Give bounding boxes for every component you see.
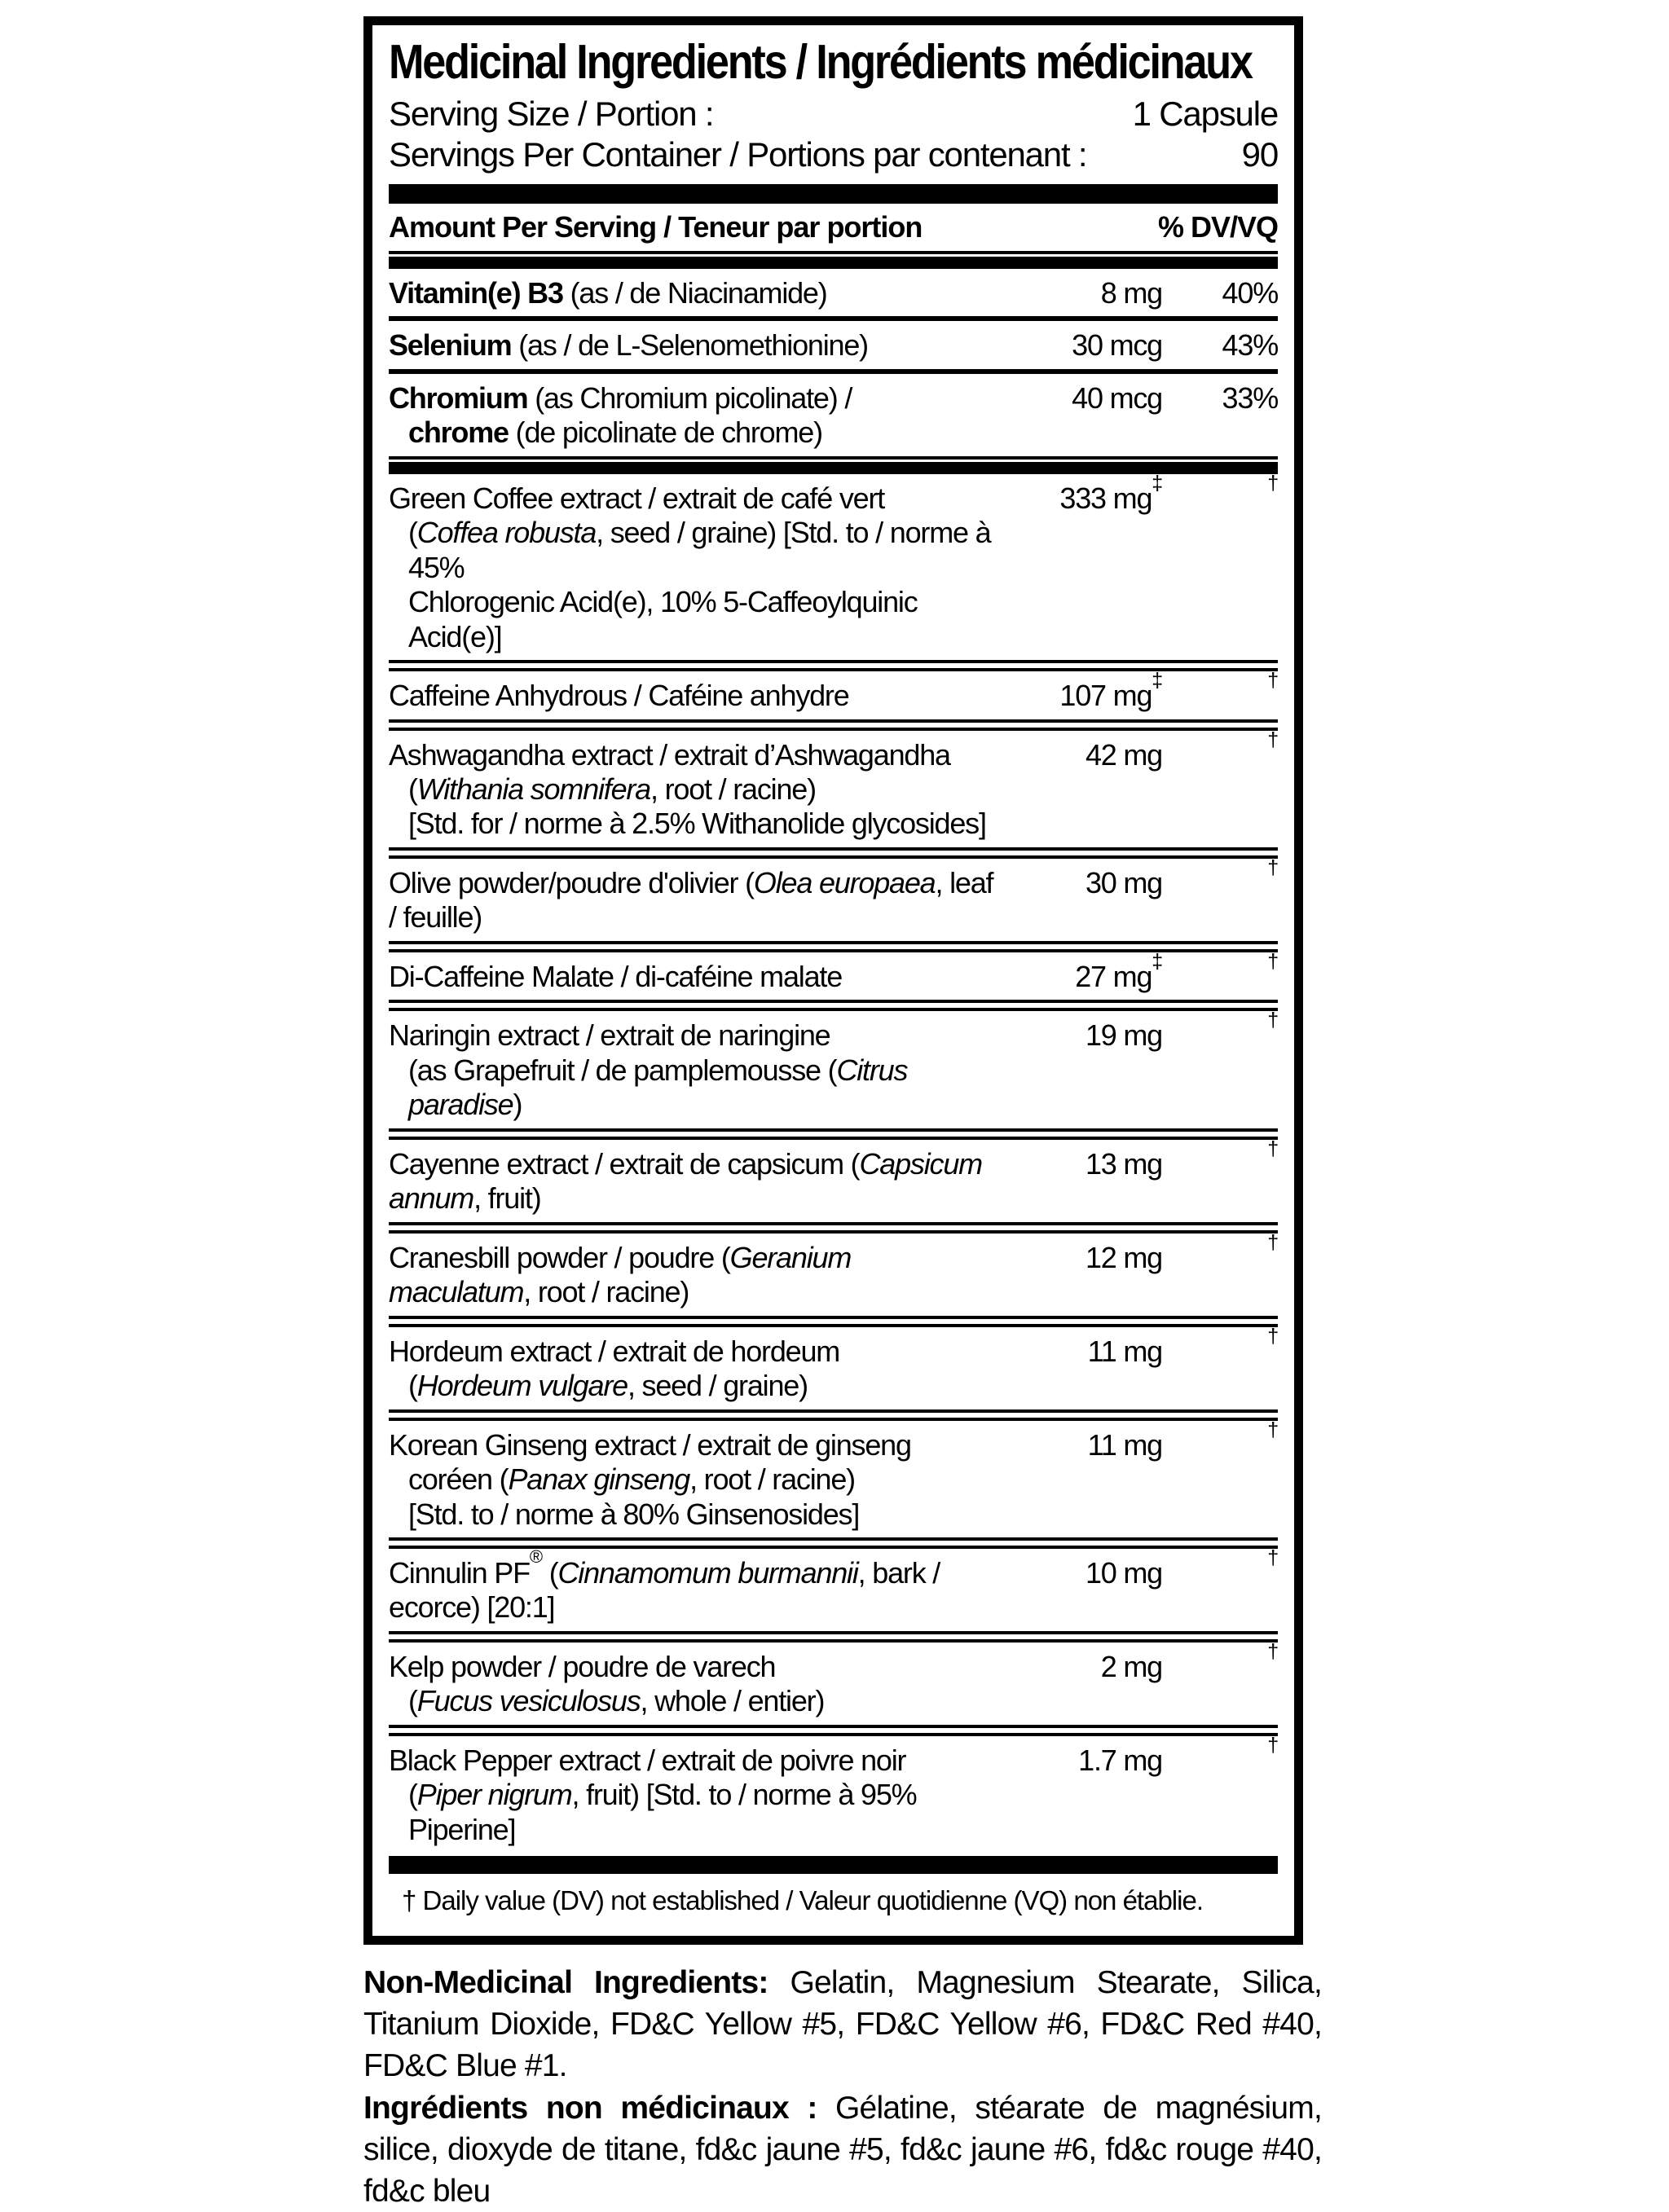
- ingredient-amount: 8 mg: [1100, 275, 1162, 310]
- table-row: [389, 728, 1278, 847]
- serving-size-label: Serving Size / Portion :: [389, 95, 714, 134]
- ingredient-name: Selenium (as / de L-Selenomethionine): [389, 328, 868, 363]
- ingredient-name: Korean Ginseng extract / extrait de ginseng coréen (Panax ginseng, root / racine) [Std. to / norme à 80% Ginsenosides]: [389, 1427, 911, 1531]
- header-rule: [389, 251, 1278, 254]
- row-separator: [389, 462, 1278, 474]
- row-separator: [389, 719, 1278, 731]
- non-medicinal-en: [363, 1963, 1322, 2087]
- ingredient-dv: †: [1267, 1639, 1278, 1663]
- ingredient-name: Vitamin(e) B3 (as / de Niacinamide): [389, 275, 827, 310]
- table-row: [389, 321, 1278, 368]
- ingredient-name: Cranesbill powder / poudre (Geranium maculatum, root / racine): [389, 1240, 852, 1309]
- row-separator: [389, 847, 1278, 859]
- ingredient-amount: 10 mg: [1085, 1555, 1162, 1590]
- supplement-facts-panel: [363, 16, 1303, 1945]
- ingredient-dv: 40%: [1222, 275, 1278, 310]
- ingredient-name: Caffeine Anhydrous / Caféine anhydre: [389, 679, 849, 713]
- ingredient-dv: †: [1267, 1733, 1278, 1757]
- ingredient-amount: 1.7 mg: [1078, 1743, 1162, 1777]
- ingredient-name: Kelp powder / poudre de varech (Fucus vesiculosus, whole / entier): [389, 1649, 825, 1718]
- servings-per-container-row: [389, 134, 1278, 175]
- row-separator: [389, 660, 1278, 671]
- non-medicinal-fr: [363, 2088, 1322, 2212]
- ingredient-amount: 30 mg: [1085, 865, 1162, 899]
- ingredient-dv: †: [1267, 949, 1278, 973]
- table-row: [389, 374, 1278, 456]
- ingredient-amount: 333 mg‡: [1059, 471, 1162, 515]
- ingredient-dv: †: [1267, 855, 1278, 879]
- percent-dv-header: % DV/VQ: [1157, 209, 1278, 244]
- header-bar: [389, 257, 1278, 269]
- ingredient-name: Cinnulin PF® (Cinnamomum burmannii, bark / ecorce) [20:1]: [389, 1546, 940, 1625]
- ingredient-dv: 43%: [1222, 328, 1278, 363]
- table-row: [389, 1011, 1278, 1128]
- table-row: [389, 1546, 1278, 1631]
- row-separator: [389, 1725, 1278, 1736]
- ingredient-name: Di-Caffeine Malate / di-caféine malate: [389, 959, 843, 993]
- table-row: [389, 855, 1278, 941]
- row-separator: [389, 456, 1278, 460]
- ingredient-amount: 40 mcg: [1072, 380, 1162, 415]
- ingredient-amount: 30 mcg: [1072, 328, 1162, 363]
- ingredients-table: [389, 269, 1278, 1874]
- ingredient-amount: 42 mg: [1085, 737, 1162, 772]
- ingredient-dv: †: [1267, 728, 1278, 751]
- ingredient-amount: 107 mg‡: [1059, 669, 1162, 713]
- ingredient-amount: 27 mg‡: [1075, 949, 1162, 993]
- table-row: [389, 1733, 1278, 1853]
- amount-per-serving-header: Amount Per Serving / Teneur par portion: [389, 209, 923, 244]
- table-row: [389, 671, 1278, 719]
- ingredient-name: Hordeum extract / extrait de hordeum (Hordeum vulgare, seed / graine): [389, 1334, 840, 1403]
- ingredient-amount: 2 mg: [1100, 1649, 1162, 1683]
- ingredient-dv: †: [1267, 1009, 1278, 1032]
- table-row: [389, 1418, 1278, 1537]
- row-separator: [389, 1222, 1278, 1234]
- ingredient-amount: 13 mg: [1085, 1146, 1162, 1181]
- column-header-row: [389, 210, 1278, 244]
- row-separator: [389, 1631, 1278, 1643]
- ingredient-name: Naringin extract / extrait de naringine (as Grapefruit / de pamplemousse (Citrus paradise): [389, 1018, 908, 1122]
- daily-value-footnote: † Daily value (DV) not established / Valeur quotidienne (VQ) non établie.: [402, 1885, 1203, 1916]
- ingredient-name: Green Coffee extract / extrait de café vert (Coffea robusta, seed / graine) [Std. to / norme à 45% Chlorogenic Acid(e), 10% 5-Caffeoylquinic Acid(e)]: [389, 481, 991, 653]
- serving-size-row: [389, 94, 1278, 134]
- row-separator: [389, 1409, 1278, 1421]
- table-row: [389, 1639, 1278, 1725]
- ingredient-name: Chromium (as Chromium picolinate) / chrome (de picolinate de chrome): [389, 380, 852, 450]
- row-separator: [389, 1537, 1278, 1549]
- thick-divider-top: [389, 184, 1278, 204]
- ingredient-dv: 33%: [1222, 380, 1278, 415]
- non-medicinal-en-text: Gelatin, Magnesium Stearate, Silica, Titanium Dioxide, FD&C Yellow #5, FD&C Yellow #6, FD&C Red #40, FD&C Blue #1.: [363, 1965, 1322, 2083]
- row-separator: [389, 1000, 1278, 1011]
- ingredient-amount: 11 mg: [1087, 1427, 1162, 1462]
- table-row: [389, 1324, 1278, 1409]
- non-medicinal-fr-text: Gélatine, stéarate de magnésium, silice, dioxyde de titane, fd&c jaune #5, fd&c jaune #6, fd&c rouge #40, fd&c bleu: [363, 2091, 1322, 2209]
- table-row: [389, 1137, 1278, 1222]
- table-row: [389, 1230, 1278, 1316]
- ingredient-amount: 19 mg: [1085, 1018, 1162, 1053]
- row-separator: [389, 1316, 1278, 1327]
- panel-title: Medicinal Ingredients / Ingrédients médicinaux: [389, 35, 1252, 89]
- row-separator: [389, 1856, 1278, 1874]
- row-separator: [389, 1128, 1278, 1140]
- non-medicinal-en-lead: Non-Medicinal Ingredients:: [363, 1965, 768, 2001]
- ingredient-dv: †: [1267, 1324, 1278, 1348]
- ingredient-dv: †: [1267, 1137, 1278, 1160]
- ingredient-dv: †: [1267, 1418, 1278, 1441]
- row-separator: [389, 941, 1278, 952]
- ingredient-dv: †: [1267, 1230, 1278, 1254]
- servings-value: 90: [1241, 135, 1278, 174]
- ingredient-dv: †: [1267, 669, 1278, 693]
- table-row: [389, 269, 1278, 316]
- ingredient-dv: †: [1267, 471, 1278, 495]
- ingredient-name: Cayenne extract / extrait de capsicum (Capsicum annum, fruit): [389, 1146, 982, 1216]
- table-row: [389, 949, 1278, 1000]
- non-medicinal-fr-lead: Ingrédients non médicinaux :: [363, 2091, 817, 2126]
- serving-size-value: 1 Capsule: [1132, 95, 1278, 134]
- servings-label: Servings Per Container / Portions par contenant :: [389, 135, 1087, 174]
- label-wrap: [363, 16, 1322, 2212]
- table-row: [389, 471, 1278, 660]
- ingredient-name: Black Pepper extract / extrait de poivre noir (Piper nigrum, fruit) [Std. to / norme à 95% Piperine]: [389, 1743, 917, 1846]
- ingredient-name: Ashwagandha extract / extrait d’Ashwagandha (Withania somnifera, root / racine) [Std. for / norme à 2.5% Withanolide glycosides]: [389, 737, 986, 841]
- ingredient-dv: †: [1267, 1546, 1278, 1569]
- ingredient-amount: 11 mg: [1087, 1334, 1162, 1368]
- ingredient-name: Olive powder/poudre d'olivier (Olea europaea, leaf / feuille): [389, 865, 993, 934]
- ingredient-amount: 12 mg: [1085, 1240, 1162, 1274]
